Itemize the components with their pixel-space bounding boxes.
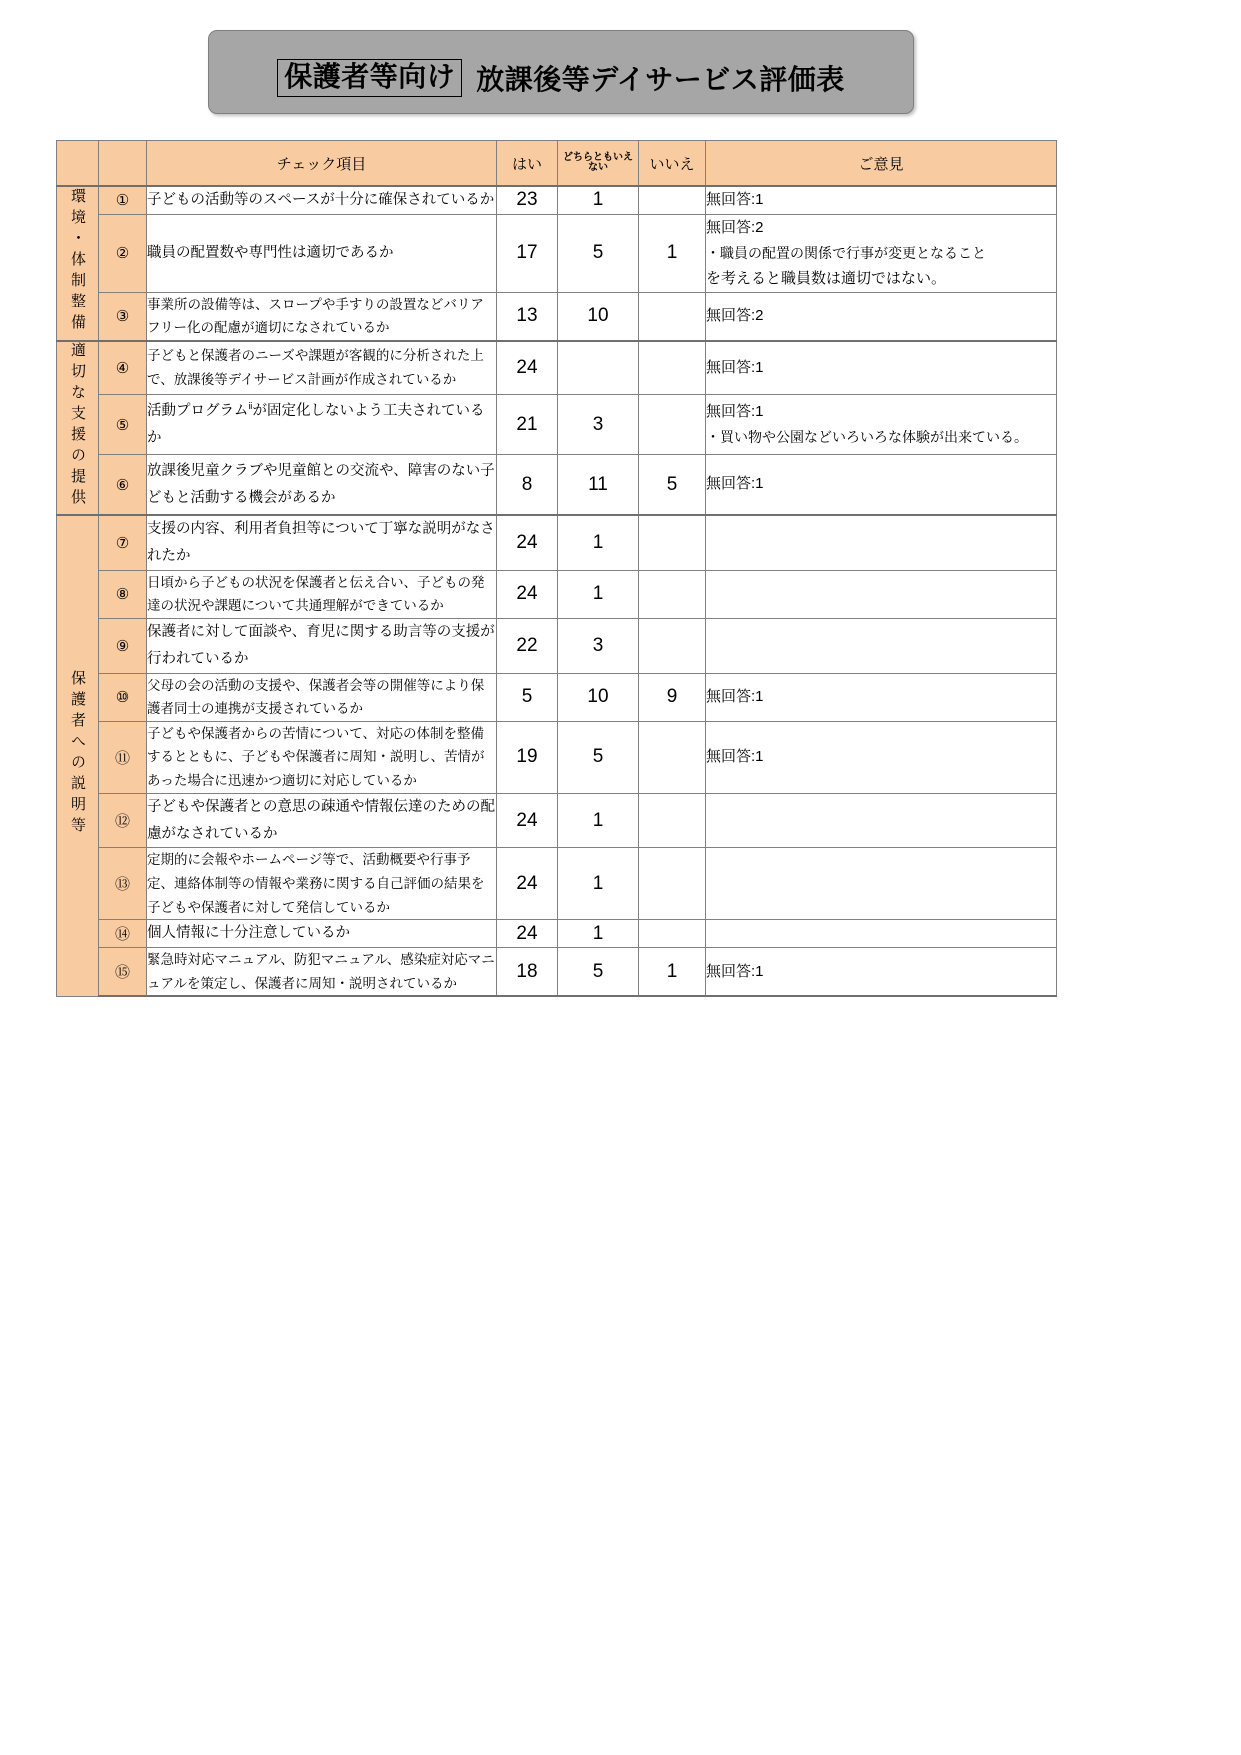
answer-count-neither: 1 bbox=[558, 848, 639, 920]
check-item-text: 子どもや保護者からの苦情について、対応の体制を整備するとともに、子どもや保護者に周知・説明し、苦情があった場合に迅速かつ適切に対応しているか bbox=[147, 721, 497, 793]
category-label-text: 環境・体制整備 bbox=[69, 188, 86, 336]
answer-count-no bbox=[639, 848, 706, 920]
comment-line: 無回答:1 bbox=[706, 191, 764, 209]
header-number bbox=[99, 141, 147, 187]
row-number: ⑮ bbox=[99, 948, 147, 997]
comment-line: 無回答:1 bbox=[706, 688, 764, 706]
check-item-text: 父母の会の活動の支援や、保護者会等の開催等により保護者同士の連携が支援されているか bbox=[147, 673, 497, 721]
category-label-text: 保護者への説明等 bbox=[69, 669, 86, 838]
answer-count-yes: 24 bbox=[497, 848, 558, 920]
comment-cell bbox=[706, 920, 1057, 948]
row-number: ⑨ bbox=[99, 618, 147, 673]
comment-cell bbox=[706, 618, 1057, 673]
category-label-text: 適切な支援の提供 bbox=[69, 342, 86, 511]
comment-cell bbox=[706, 214, 1057, 292]
comment-line: 無回答:1 bbox=[706, 403, 764, 421]
row-number: ⑤ bbox=[99, 395, 147, 455]
check-item-text: 職員の配置数や専門性は適切であるか bbox=[147, 214, 497, 292]
table-row bbox=[57, 673, 1057, 721]
comment-line: ・職員の配置の関係で行事が変更となること bbox=[706, 245, 986, 262]
comment-cell bbox=[706, 570, 1057, 618]
check-item-text: 放課後児童クラブや児童館との交流や、障害のない子どもと活動する機会があるか bbox=[147, 455, 497, 516]
comment-line: 無回答:1 bbox=[706, 475, 764, 493]
answer-count-neither: 5 bbox=[558, 948, 639, 997]
answer-count-no bbox=[639, 618, 706, 673]
table-header bbox=[57, 141, 1057, 187]
table-row bbox=[57, 721, 1057, 793]
answer-count-no bbox=[639, 721, 706, 793]
table-row bbox=[57, 920, 1057, 948]
check-item-text: 個人情報に十分注意しているか bbox=[147, 920, 497, 948]
comment-line: ・買い物や公園などいろいろな体験が出来ている。 bbox=[706, 429, 1028, 446]
table-row bbox=[57, 186, 1057, 214]
check-item-text: 定期的に会報やホームページ等で、活動概要や行事予定、連絡体制等の情報や業務に関する自己評価の結果を子どもや保護者に対して発信しているか bbox=[147, 848, 497, 920]
footnote-marker: ⅱ bbox=[248, 400, 253, 411]
header-category bbox=[57, 141, 99, 187]
answer-count-neither: 3 bbox=[558, 618, 639, 673]
comment-cell bbox=[706, 673, 1057, 721]
answer-count-neither: 5 bbox=[558, 214, 639, 292]
answer-count-yes: 18 bbox=[497, 948, 558, 997]
row-number: ② bbox=[99, 214, 147, 292]
answer-count-no bbox=[639, 341, 706, 395]
row-number: ⑪ bbox=[99, 721, 147, 793]
answer-count-no bbox=[639, 186, 706, 214]
comment-cell bbox=[706, 515, 1057, 570]
answer-count-neither: 5 bbox=[558, 721, 639, 793]
answer-count-no: 5 bbox=[639, 455, 706, 516]
page-title-boxed-part: 保護者等向け bbox=[277, 59, 462, 96]
comment-line: を考えると職員数は適切ではない。 bbox=[706, 269, 947, 287]
answer-count-yes: 24 bbox=[497, 793, 558, 848]
answer-count-yes: 21 bbox=[497, 395, 558, 455]
comment-cell bbox=[706, 455, 1057, 516]
answer-count-no: 9 bbox=[639, 673, 706, 721]
answer-count-no: 1 bbox=[639, 948, 706, 997]
comment-cell bbox=[706, 948, 1057, 997]
check-item-text: 子どもの活動等のスペースが十分に確保されているか bbox=[147, 186, 497, 214]
answer-count-neither: 1 bbox=[558, 920, 639, 948]
table-row bbox=[57, 618, 1057, 673]
row-number: ③ bbox=[99, 292, 147, 341]
page-title-rest-part: 放課後等デイサービス評価表 bbox=[476, 64, 845, 95]
row-number: ⑦ bbox=[99, 515, 147, 570]
comment-line: 無回答:1 bbox=[706, 358, 764, 376]
answer-count-no bbox=[639, 570, 706, 618]
answer-count-yes: 8 bbox=[497, 455, 558, 516]
comment-cell bbox=[706, 395, 1057, 455]
check-item-text: 緊急時対応マニュアル、防犯マニュアル、感染症対応マニュアルを策定し、保護者に周知・説明されているか bbox=[147, 948, 497, 997]
answer-count-yes: 24 bbox=[497, 920, 558, 948]
answer-count-neither bbox=[558, 341, 639, 395]
table-header-row bbox=[57, 141, 1057, 187]
answer-count-neither: 1 bbox=[558, 186, 639, 214]
check-item-text: 保護者に対して面談や、育児に関する助言等の支援が行われているか bbox=[147, 618, 497, 673]
header-no: いいえ bbox=[639, 141, 706, 187]
category-label-3 bbox=[57, 515, 99, 996]
row-number: ① bbox=[99, 186, 147, 214]
evaluation-table bbox=[56, 140, 1057, 997]
answer-count-yes: 13 bbox=[497, 292, 558, 341]
table-row bbox=[57, 515, 1057, 570]
answer-count-yes: 23 bbox=[497, 186, 558, 214]
page-title bbox=[277, 58, 845, 98]
table-row bbox=[57, 292, 1057, 341]
row-number: ⑫ bbox=[99, 793, 147, 848]
header-check-item: チェック項目 bbox=[147, 141, 497, 187]
answer-count-neither: 1 bbox=[558, 570, 639, 618]
table-row bbox=[57, 455, 1057, 516]
evaluation-sheet bbox=[56, 140, 1056, 997]
row-number: ⑭ bbox=[99, 920, 147, 948]
header-comment: ご意見 bbox=[706, 141, 1057, 187]
comment-line: 無回答:1 bbox=[706, 748, 764, 766]
answer-count-neither: 10 bbox=[558, 673, 639, 721]
row-number: ④ bbox=[99, 341, 147, 395]
header-yes: はい bbox=[497, 141, 558, 187]
check-item-text: 事業所の設備等は、スロープや手すりの設置などバリアフリー化の配慮が適切になされているか bbox=[147, 292, 497, 341]
comment-line: 無回答:2 bbox=[706, 218, 764, 236]
row-number: ⑥ bbox=[99, 455, 147, 516]
comment-cell bbox=[706, 721, 1057, 793]
answer-count-yes: 24 bbox=[497, 341, 558, 395]
answer-count-no bbox=[639, 920, 706, 948]
answer-count-no bbox=[639, 515, 706, 570]
comment-cell bbox=[706, 292, 1057, 341]
answer-count-no bbox=[639, 292, 706, 341]
page-title-banner bbox=[208, 30, 914, 114]
answer-count-neither: 10 bbox=[558, 292, 639, 341]
check-item-text: 活動プログラム$^ⅱ$が固定化しないよう工夫されているか bbox=[147, 395, 497, 455]
comment-cell bbox=[706, 341, 1057, 395]
header-neither bbox=[558, 141, 639, 187]
check-item-text: 支援の内容、利用者負担等について丁寧な説明がなされたか bbox=[147, 515, 497, 570]
comment-line: 無回答:1 bbox=[706, 962, 764, 980]
answer-count-neither: 11 bbox=[558, 455, 639, 516]
check-item-text: 子どもと保護者のニーズや課題が客観的に分析された上で、放課後等デイサービス計画が作成されているか bbox=[147, 341, 497, 395]
answer-count-neither: 1 bbox=[558, 515, 639, 570]
comment-cell bbox=[706, 793, 1057, 848]
table-row bbox=[57, 214, 1057, 292]
answer-count-no bbox=[639, 395, 706, 455]
answer-count-no bbox=[639, 793, 706, 848]
answer-count-no: 1 bbox=[639, 214, 706, 292]
table-row bbox=[57, 570, 1057, 618]
table-row bbox=[57, 948, 1057, 997]
header-neither-label: どちらともいえない bbox=[563, 151, 633, 173]
check-item-text: 子どもや保護者との意思の疎通や情報伝達のための配慮がなされているか bbox=[147, 793, 497, 848]
comment-line: 無回答:2 bbox=[706, 307, 764, 325]
answer-count-yes: 17 bbox=[497, 214, 558, 292]
answer-count-yes: 24 bbox=[497, 570, 558, 618]
table-row bbox=[57, 848, 1057, 920]
row-number: ⑬ bbox=[99, 848, 147, 920]
table-row bbox=[57, 395, 1057, 455]
row-number: ⑩ bbox=[99, 673, 147, 721]
table-body bbox=[57, 186, 1057, 996]
table-row bbox=[57, 341, 1057, 395]
comment-cell bbox=[706, 186, 1057, 214]
answer-count-yes: 22 bbox=[497, 618, 558, 673]
answer-count-neither: 1 bbox=[558, 793, 639, 848]
answer-count-yes: 24 bbox=[497, 515, 558, 570]
answer-count-yes: 5 bbox=[497, 673, 558, 721]
answer-count-yes: 19 bbox=[497, 721, 558, 793]
check-item-text: 日頃から子どもの状況を保護者と伝え合い、子どもの発達の状況や課題について共通理解ができているか bbox=[147, 570, 497, 618]
category-label-2 bbox=[57, 341, 99, 515]
row-number: ⑧ bbox=[99, 570, 147, 618]
category-label-1 bbox=[57, 186, 99, 341]
answer-count-neither: 3 bbox=[558, 395, 639, 455]
table-row bbox=[57, 793, 1057, 848]
comment-cell bbox=[706, 848, 1057, 920]
